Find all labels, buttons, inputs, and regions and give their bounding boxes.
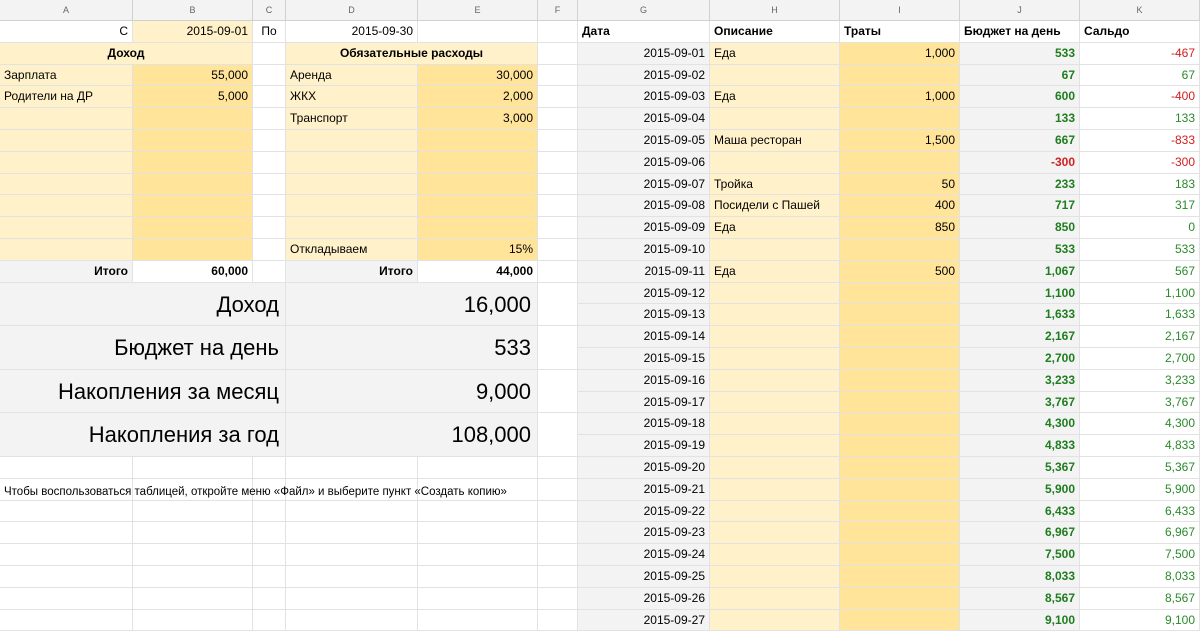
expense-item-value[interactable]: 3,000 bbox=[418, 108, 538, 130]
daily-desc[interactable] bbox=[710, 457, 840, 479]
daily-spend[interactable]: 1,500 bbox=[840, 130, 960, 152]
income-item-label[interactable] bbox=[0, 152, 133, 174]
daily-date[interactable]: 2015-09-26 bbox=[578, 588, 710, 610]
daily-budget[interactable]: 1,100 bbox=[960, 283, 1080, 305]
daily-budget[interactable]: 7,500 bbox=[960, 544, 1080, 566]
empty-cell[interactable] bbox=[133, 457, 253, 479]
daily-budget[interactable]: 4,833 bbox=[960, 435, 1080, 457]
daily-balance[interactable]: 9,100 bbox=[1080, 610, 1200, 631]
daily-desc[interactable] bbox=[710, 392, 840, 414]
empty-cell[interactable] bbox=[253, 195, 286, 217]
daily-balance[interactable]: 1,100 bbox=[1080, 283, 1200, 305]
empty-cell[interactable] bbox=[538, 217, 578, 239]
daily-budget[interactable]: 6,967 bbox=[960, 522, 1080, 544]
expense-item-label[interactable]: ЖКХ bbox=[286, 86, 418, 108]
daily-budget[interactable]: 533 bbox=[960, 239, 1080, 261]
empty-cell[interactable] bbox=[133, 501, 253, 523]
expense-item-label[interactable] bbox=[286, 130, 418, 152]
empty-cell[interactable] bbox=[253, 65, 286, 87]
income-title[interactable]: Доход bbox=[0, 43, 253, 65]
daily-date[interactable]: 2015-09-14 bbox=[578, 326, 710, 348]
daily-desc[interactable] bbox=[710, 239, 840, 261]
summary-value[interactable]: 16,000 bbox=[286, 283, 538, 327]
expense-item-value[interactable] bbox=[418, 174, 538, 196]
daily-spend[interactable] bbox=[840, 239, 960, 261]
daily-date[interactable]: 2015-09-03 bbox=[578, 86, 710, 108]
income-item-label[interactable] bbox=[0, 239, 133, 261]
income-item-label[interactable] bbox=[0, 174, 133, 196]
daily-date[interactable]: 2015-09-15 bbox=[578, 348, 710, 370]
daily-desc[interactable] bbox=[710, 522, 840, 544]
expense-item-label[interactable]: Транспорт bbox=[286, 108, 418, 130]
empty-cell[interactable] bbox=[418, 544, 538, 566]
empty-cell[interactable] bbox=[418, 588, 538, 610]
empty-cell[interactable] bbox=[538, 86, 578, 108]
daily-budget[interactable]: 133 bbox=[960, 108, 1080, 130]
empty-cell[interactable] bbox=[253, 566, 286, 588]
income-item-value[interactable] bbox=[133, 195, 253, 217]
income-item-label[interactable] bbox=[0, 130, 133, 152]
daily-spend[interactable]: 50 bbox=[840, 174, 960, 196]
column-header-e[interactable]: E bbox=[418, 0, 538, 21]
empty-cell[interactable] bbox=[133, 544, 253, 566]
income-total-label[interactable]: Итого bbox=[0, 261, 133, 283]
daily-date[interactable]: 2015-09-24 bbox=[578, 544, 710, 566]
daily-budget[interactable]: 3,767 bbox=[960, 392, 1080, 414]
expense-item-value[interactable] bbox=[418, 152, 538, 174]
daily-balance[interactable]: 3,767 bbox=[1080, 392, 1200, 414]
empty-cell[interactable] bbox=[538, 413, 578, 457]
daily-header-desc[interactable]: Описание bbox=[710, 21, 840, 43]
daily-balance[interactable]: 533 bbox=[1080, 239, 1200, 261]
daily-desc[interactable] bbox=[710, 326, 840, 348]
daily-budget[interactable]: 8,033 bbox=[960, 566, 1080, 588]
summary-label[interactable]: Накопления за год bbox=[0, 413, 286, 457]
empty-cell[interactable] bbox=[538, 21, 578, 43]
daily-desc[interactable] bbox=[710, 588, 840, 610]
daily-date[interactable]: 2015-09-11 bbox=[578, 261, 710, 283]
income-item-value[interactable]: 55,000 bbox=[133, 65, 253, 87]
daily-budget[interactable]: 5,900 bbox=[960, 479, 1080, 501]
daily-desc[interactable]: Маша ресторан bbox=[710, 130, 840, 152]
daily-balance[interactable]: 2,700 bbox=[1080, 348, 1200, 370]
summary-label[interactable]: Доход bbox=[0, 283, 286, 327]
daily-header-spend[interactable]: Траты bbox=[840, 21, 960, 43]
column-header-h[interactable]: H bbox=[710, 0, 840, 21]
period-from-value[interactable]: 2015-09-01 bbox=[133, 21, 253, 43]
empty-cell[interactable] bbox=[538, 130, 578, 152]
empty-cell[interactable] bbox=[286, 566, 418, 588]
daily-header-date[interactable]: Дата bbox=[578, 21, 710, 43]
daily-balance[interactable]: 8,567 bbox=[1080, 588, 1200, 610]
daily-balance[interactable]: 8,033 bbox=[1080, 566, 1200, 588]
empty-cell[interactable] bbox=[538, 566, 578, 588]
daily-balance[interactable]: -467 bbox=[1080, 43, 1200, 65]
empty-cell[interactable] bbox=[538, 43, 578, 65]
income-item-label[interactable] bbox=[0, 217, 133, 239]
daily-budget[interactable]: 3,233 bbox=[960, 370, 1080, 392]
empty-cell[interactable] bbox=[253, 544, 286, 566]
daily-date[interactable]: 2015-09-27 bbox=[578, 610, 710, 631]
empty-cell[interactable] bbox=[133, 588, 253, 610]
empty-cell[interactable] bbox=[0, 501, 133, 523]
summary-label[interactable]: Накопления за месяц bbox=[0, 370, 286, 414]
daily-spend[interactable]: 1,000 bbox=[840, 86, 960, 108]
daily-spend[interactable] bbox=[840, 479, 960, 501]
empty-cell[interactable] bbox=[538, 370, 578, 414]
income-item-value[interactable] bbox=[133, 108, 253, 130]
daily-desc[interactable] bbox=[710, 479, 840, 501]
daily-date[interactable]: 2015-09-01 bbox=[578, 43, 710, 65]
empty-cell[interactable] bbox=[286, 588, 418, 610]
daily-desc[interactable] bbox=[710, 152, 840, 174]
daily-spend[interactable] bbox=[840, 152, 960, 174]
daily-desc[interactable] bbox=[710, 544, 840, 566]
daily-desc[interactable] bbox=[710, 65, 840, 87]
empty-cell[interactable] bbox=[0, 544, 133, 566]
daily-desc[interactable] bbox=[710, 304, 840, 326]
daily-date[interactable]: 2015-09-10 bbox=[578, 239, 710, 261]
expense-item-label[interactable] bbox=[286, 195, 418, 217]
empty-cell[interactable] bbox=[538, 522, 578, 544]
empty-cell[interactable] bbox=[538, 239, 578, 261]
empty-cell[interactable] bbox=[538, 174, 578, 196]
daily-desc[interactable] bbox=[710, 283, 840, 305]
daily-spend[interactable] bbox=[840, 588, 960, 610]
daily-budget[interactable]: 600 bbox=[960, 86, 1080, 108]
income-item-value[interactable] bbox=[133, 239, 253, 261]
empty-cell[interactable] bbox=[538, 479, 578, 501]
column-header-b[interactable]: B bbox=[133, 0, 253, 21]
daily-balance[interactable]: 1,633 bbox=[1080, 304, 1200, 326]
daily-budget[interactable]: 1,067 bbox=[960, 261, 1080, 283]
empty-cell[interactable] bbox=[538, 261, 578, 283]
daily-header-balance[interactable]: Сальдо bbox=[1080, 21, 1200, 43]
empty-cell[interactable] bbox=[538, 457, 578, 479]
daily-desc[interactable]: Тройка bbox=[710, 174, 840, 196]
daily-desc[interactable] bbox=[710, 501, 840, 523]
daily-budget[interactable]: 8,567 bbox=[960, 588, 1080, 610]
empty-cell[interactable] bbox=[253, 86, 286, 108]
expense-item-value[interactable] bbox=[418, 130, 538, 152]
daily-spend[interactable] bbox=[840, 457, 960, 479]
empty-cell[interactable] bbox=[253, 43, 286, 65]
daily-balance[interactable]: 0 bbox=[1080, 217, 1200, 239]
empty-cell[interactable] bbox=[253, 261, 286, 283]
daily-date[interactable]: 2015-09-25 bbox=[578, 566, 710, 588]
empty-cell[interactable] bbox=[538, 108, 578, 130]
empty-cell[interactable] bbox=[253, 588, 286, 610]
column-header-d[interactable]: D bbox=[286, 0, 418, 21]
empty-cell[interactable] bbox=[538, 152, 578, 174]
empty-cell[interactable] bbox=[253, 130, 286, 152]
empty-cell[interactable] bbox=[418, 21, 538, 43]
expense-item-label[interactable] bbox=[286, 217, 418, 239]
daily-balance[interactable]: 567 bbox=[1080, 261, 1200, 283]
empty-cell[interactable] bbox=[253, 152, 286, 174]
save-value[interactable]: 15% bbox=[418, 239, 538, 261]
column-header-k[interactable]: K bbox=[1080, 0, 1200, 21]
empty-cell[interactable] bbox=[286, 544, 418, 566]
daily-date[interactable]: 2015-09-12 bbox=[578, 283, 710, 305]
daily-balance[interactable]: 5,900 bbox=[1080, 479, 1200, 501]
daily-balance[interactable]: 6,433 bbox=[1080, 501, 1200, 523]
empty-cell[interactable] bbox=[253, 217, 286, 239]
empty-cell[interactable] bbox=[0, 522, 133, 544]
empty-cell[interactable] bbox=[253, 108, 286, 130]
daily-date[interactable]: 2015-09-09 bbox=[578, 217, 710, 239]
income-item-value[interactable] bbox=[133, 152, 253, 174]
empty-cell[interactable] bbox=[538, 588, 578, 610]
daily-spend[interactable] bbox=[840, 435, 960, 457]
daily-date[interactable]: 2015-09-20 bbox=[578, 457, 710, 479]
instruction-note: Чтобы воспользоваться таблицей, откройте меню «Файл» и выберите пункт «Создать копию» bbox=[4, 486, 507, 498]
daily-balance[interactable]: 317 bbox=[1080, 195, 1200, 217]
expense-item-label[interactable] bbox=[286, 152, 418, 174]
empty-cell[interactable] bbox=[538, 195, 578, 217]
daily-date[interactable]: 2015-09-08 bbox=[578, 195, 710, 217]
empty-cell[interactable] bbox=[538, 283, 578, 327]
daily-spend[interactable] bbox=[840, 501, 960, 523]
expenses-title[interactable]: Обязательные расходы bbox=[286, 43, 538, 65]
daily-spend[interactable] bbox=[840, 348, 960, 370]
daily-balance[interactable]: 4,300 bbox=[1080, 413, 1200, 435]
empty-cell[interactable] bbox=[133, 566, 253, 588]
expense-item-value[interactable]: 2,000 bbox=[418, 86, 538, 108]
column-header-a[interactable]: A bbox=[0, 0, 133, 21]
expense-item-value[interactable]: 30,000 bbox=[418, 65, 538, 87]
daily-header-budget[interactable]: Бюджет на день bbox=[960, 21, 1080, 43]
income-item-value[interactable] bbox=[133, 130, 253, 152]
daily-budget[interactable]: 850 bbox=[960, 217, 1080, 239]
daily-budget[interactable]: 67 bbox=[960, 65, 1080, 87]
daily-spend[interactable] bbox=[840, 566, 960, 588]
daily-budget[interactable]: 717 bbox=[960, 195, 1080, 217]
empty-cell[interactable] bbox=[538, 65, 578, 87]
daily-balance[interactable]: -300 bbox=[1080, 152, 1200, 174]
period-to-value[interactable]: 2015-09-30 bbox=[286, 21, 418, 43]
empty-cell[interactable] bbox=[253, 501, 286, 523]
summary-value[interactable]: 108,000 bbox=[286, 413, 538, 457]
daily-date[interactable]: 2015-09-23 bbox=[578, 522, 710, 544]
daily-balance[interactable]: -833 bbox=[1080, 130, 1200, 152]
column-header-g[interactable]: G bbox=[578, 0, 710, 21]
daily-desc[interactable] bbox=[710, 108, 840, 130]
empty-cell[interactable] bbox=[253, 457, 286, 479]
empty-cell[interactable] bbox=[418, 522, 538, 544]
empty-cell[interactable] bbox=[538, 501, 578, 523]
empty-cell[interactable] bbox=[253, 239, 286, 261]
summary-value[interactable]: 533 bbox=[286, 326, 538, 370]
empty-cell[interactable] bbox=[418, 457, 538, 479]
daily-spend[interactable] bbox=[840, 108, 960, 130]
daily-desc[interactable]: Еда bbox=[710, 43, 840, 65]
daily-spend[interactable] bbox=[840, 326, 960, 348]
empty-cell[interactable] bbox=[538, 326, 578, 370]
period-to-label[interactable]: По bbox=[253, 21, 286, 43]
expenses-total-label[interactable]: Итого bbox=[286, 261, 418, 283]
daily-budget[interactable]: 1,633 bbox=[960, 304, 1080, 326]
summary-label[interactable]: Бюджет на день bbox=[0, 326, 286, 370]
daily-spend[interactable]: 500 bbox=[840, 261, 960, 283]
daily-date[interactable]: 2015-09-05 bbox=[578, 130, 710, 152]
empty-cell[interactable] bbox=[538, 544, 578, 566]
empty-cell[interactable] bbox=[253, 522, 286, 544]
empty-cell[interactable] bbox=[133, 522, 253, 544]
empty-cell[interactable] bbox=[0, 566, 133, 588]
daily-spend[interactable] bbox=[840, 392, 960, 414]
empty-cell[interactable] bbox=[286, 522, 418, 544]
daily-budget[interactable]: 6,433 bbox=[960, 501, 1080, 523]
save-label[interactable]: Откладываем bbox=[286, 239, 418, 261]
daily-date[interactable]: 2015-09-04 bbox=[578, 108, 710, 130]
daily-date[interactable]: 2015-09-17 bbox=[578, 392, 710, 414]
daily-spend[interactable]: 1,000 bbox=[840, 43, 960, 65]
daily-desc[interactable] bbox=[710, 413, 840, 435]
daily-budget[interactable]: 667 bbox=[960, 130, 1080, 152]
daily-desc[interactable] bbox=[710, 566, 840, 588]
daily-desc[interactable]: Еда bbox=[710, 261, 840, 283]
daily-budget[interactable]: -300 bbox=[960, 152, 1080, 174]
daily-spend[interactable] bbox=[840, 370, 960, 392]
income-item-label[interactable]: Зарплата bbox=[0, 65, 133, 87]
expense-item-label[interactable]: Аренда bbox=[286, 65, 418, 87]
column-header-j[interactable]: J bbox=[960, 0, 1080, 21]
daily-balance[interactable]: 7,500 bbox=[1080, 544, 1200, 566]
expense-item-value[interactable] bbox=[418, 195, 538, 217]
daily-budget[interactable]: 2,167 bbox=[960, 326, 1080, 348]
daily-budget[interactable]: 533 bbox=[960, 43, 1080, 65]
daily-balance[interactable]: 6,967 bbox=[1080, 522, 1200, 544]
daily-spend[interactable] bbox=[840, 304, 960, 326]
daily-date[interactable]: 2015-09-19 bbox=[578, 435, 710, 457]
daily-spend[interactable]: 850 bbox=[840, 217, 960, 239]
daily-balance[interactable]: 5,367 bbox=[1080, 457, 1200, 479]
daily-budget[interactable]: 233 bbox=[960, 174, 1080, 196]
daily-balance[interactable]: -400 bbox=[1080, 86, 1200, 108]
daily-date[interactable]: 2015-09-06 bbox=[578, 152, 710, 174]
daily-date[interactable]: 2015-09-22 bbox=[578, 501, 710, 523]
income-item-value[interactable]: 5,000 bbox=[133, 86, 253, 108]
daily-balance[interactable]: 2,167 bbox=[1080, 326, 1200, 348]
daily-desc[interactable] bbox=[710, 370, 840, 392]
daily-desc[interactable]: Еда bbox=[710, 86, 840, 108]
period-from-label[interactable]: С bbox=[0, 21, 133, 43]
daily-spend[interactable] bbox=[840, 65, 960, 87]
expense-item-value[interactable] bbox=[418, 217, 538, 239]
expense-item-label[interactable] bbox=[286, 174, 418, 196]
daily-date[interactable]: 2015-09-02 bbox=[578, 65, 710, 87]
income-item-value[interactable] bbox=[133, 217, 253, 239]
income-item-label[interactable] bbox=[0, 108, 133, 130]
daily-spend[interactable] bbox=[840, 413, 960, 435]
daily-spend[interactable] bbox=[840, 283, 960, 305]
daily-balance[interactable]: 183 bbox=[1080, 174, 1200, 196]
daily-spend[interactable]: 400 bbox=[840, 195, 960, 217]
daily-balance[interactable]: 133 bbox=[1080, 108, 1200, 130]
column-header-f[interactable]: F bbox=[538, 0, 578, 21]
summary-value[interactable]: 9,000 bbox=[286, 370, 538, 414]
empty-cell[interactable] bbox=[286, 501, 418, 523]
empty-cell[interactable] bbox=[286, 457, 418, 479]
income-item-label[interactable] bbox=[0, 195, 133, 217]
empty-cell[interactable] bbox=[418, 566, 538, 588]
daily-date[interactable]: 2015-09-18 bbox=[578, 413, 710, 435]
daily-desc[interactable] bbox=[710, 435, 840, 457]
empty-cell[interactable] bbox=[418, 501, 538, 523]
daily-date[interactable]: 2015-09-07 bbox=[578, 174, 710, 196]
empty-cell[interactable] bbox=[253, 174, 286, 196]
income-item-label[interactable]: Родители на ДР bbox=[0, 86, 133, 108]
daily-spend[interactable] bbox=[840, 522, 960, 544]
income-total-value[interactable]: 60,000 bbox=[133, 261, 253, 283]
daily-budget[interactable]: 4,300 bbox=[960, 413, 1080, 435]
daily-balance[interactable]: 4,833 bbox=[1080, 435, 1200, 457]
daily-desc[interactable]: Посидели с Пашей bbox=[710, 195, 840, 217]
daily-balance[interactable]: 67 bbox=[1080, 65, 1200, 87]
expenses-total-value[interactable]: 44,000 bbox=[418, 261, 538, 283]
daily-date[interactable]: 2015-09-21 bbox=[578, 479, 710, 501]
daily-date[interactable]: 2015-09-13 bbox=[578, 304, 710, 326]
daily-desc[interactable] bbox=[710, 348, 840, 370]
daily-budget[interactable]: 5,367 bbox=[960, 457, 1080, 479]
daily-desc[interactable]: Еда bbox=[710, 217, 840, 239]
empty-cell[interactable] bbox=[0, 457, 133, 479]
daily-budget[interactable]: 2,700 bbox=[960, 348, 1080, 370]
column-header-c[interactable]: C bbox=[253, 0, 286, 21]
income-item-value[interactable] bbox=[133, 174, 253, 196]
daily-date[interactable]: 2015-09-16 bbox=[578, 370, 710, 392]
empty-cell[interactable] bbox=[0, 588, 133, 610]
daily-budget[interactable]: 9,100 bbox=[960, 610, 1080, 631]
column-header-i[interactable]: I bbox=[840, 0, 960, 21]
daily-balance[interactable]: 3,233 bbox=[1080, 370, 1200, 392]
daily-spend[interactable] bbox=[840, 544, 960, 566]
